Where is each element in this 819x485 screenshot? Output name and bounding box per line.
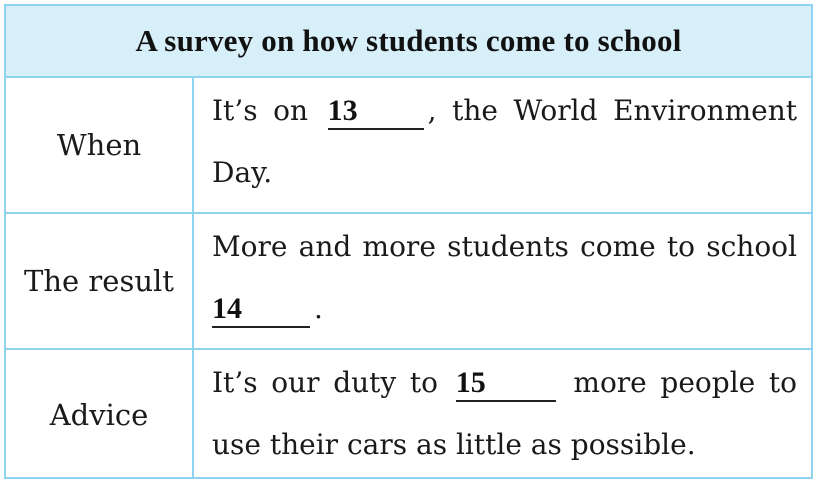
survey-table bbox=[4, 4, 813, 479]
text-after-blank-13: , the World Environment Day. bbox=[212, 94, 798, 189]
text-before-blank-13: It’s on bbox=[212, 94, 309, 127]
table-row-when bbox=[6, 78, 811, 214]
row-label-advice: Advice bbox=[6, 350, 194, 479]
text-before-blank-14: More and more students come to school bbox=[212, 230, 797, 263]
blank-13: 13 bbox=[328, 94, 424, 130]
row-label-when: When bbox=[6, 78, 194, 212]
table-row-advice bbox=[6, 350, 811, 479]
text-after-blank-14: . bbox=[314, 292, 323, 325]
table-row-result bbox=[6, 214, 811, 350]
row-content-when bbox=[194, 78, 811, 212]
blank-15: 15 bbox=[456, 366, 556, 402]
text-after-blank-15: more people to use their cars as little as possible. bbox=[212, 366, 798, 461]
row-label-result: The result bbox=[6, 214, 194, 348]
table-title: A survey on how students come to school bbox=[6, 6, 811, 78]
text-before-blank-15: It’s our duty to bbox=[212, 366, 439, 399]
row-content-advice bbox=[194, 350, 811, 479]
blank-14: 14 bbox=[212, 292, 310, 328]
row-content-result bbox=[194, 214, 811, 348]
